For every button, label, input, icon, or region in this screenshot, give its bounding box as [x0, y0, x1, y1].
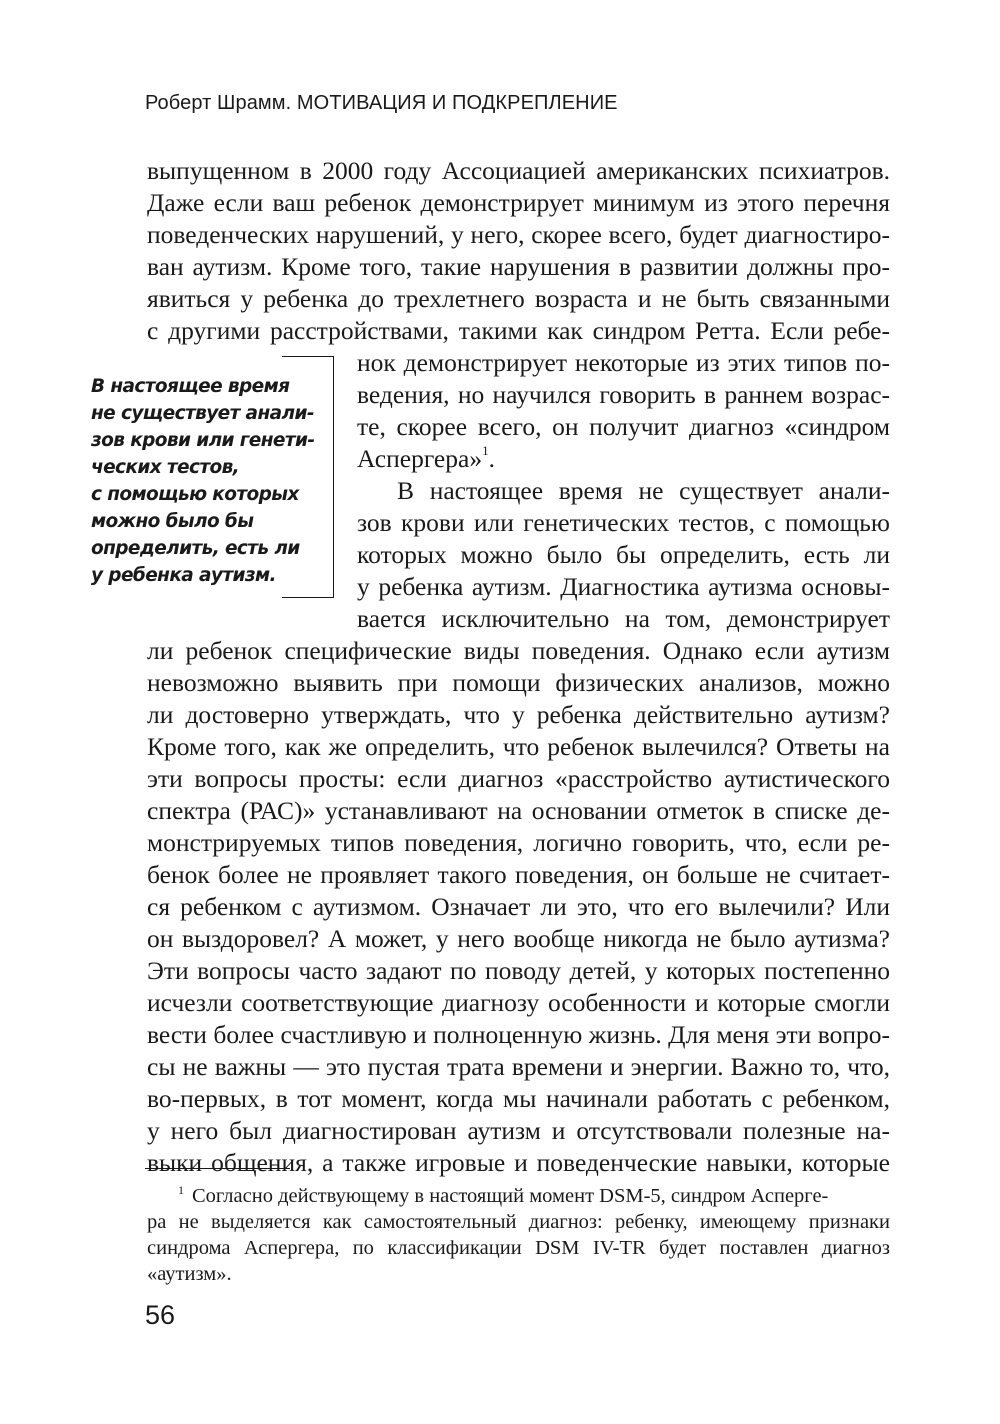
body-line: Даже если ваш ребенок демонстрирует минимум из этого перечня: [147, 188, 890, 217]
body-line-text: Аспергера»: [357, 444, 483, 473]
body-line: ли достоверно утверждать, что у ребенка действительно аутизм?: [147, 700, 890, 729]
body-line: монстрируемых типов поведения, логично говорить, что, если ре-: [147, 828, 890, 857]
footnote-number: 1: [178, 1183, 184, 1197]
pullquote-line: ческих тестов,: [91, 457, 240, 478]
body-line: он выздоровел? А может, у него вообще никогда не было аутизма?: [147, 924, 890, 953]
footnote-line: синдрома Аспергера, по классификации DSM IV-TR будет поставлен диагноз: [147, 1237, 890, 1259]
pullquote-line: зов крови или генети-: [91, 430, 315, 451]
pullquote-line: определить, есть ли: [91, 538, 300, 559]
pullquote-line: у ребенка аутизм.: [91, 565, 276, 586]
footnote-line: «аутизм».: [147, 1263, 232, 1285]
body-line: те, скорее всего, он получит диагноз «синдром: [357, 412, 890, 441]
body-line: ся ребенком с аутизмом. Означает ли это, что его вылечили? Или: [147, 892, 890, 921]
footnote-line: ра не выделяется как самостоятельный диагноз: ребенку, имеющему признаки: [147, 1211, 890, 1233]
body-line: вается исключительно на том, демонстрирует: [357, 604, 890, 633]
body-line: у ребенка аутизм. Диагностика аутизма основы-: [357, 572, 890, 601]
body-line: эти вопросы просты: если диагноз «расстройство аутистического: [147, 764, 890, 793]
pullquote-bracket: [282, 356, 334, 598]
body-line: ван аутизм. Кроме того, такие нарушения в развитии должны про-: [147, 252, 890, 281]
body-line: нок демонстрирует некоторые из этих типов по-: [357, 348, 890, 377]
body-line: выки общения, а также игровые и поведенческие навыки, которые: [147, 1148, 890, 1177]
page-number: 56: [145, 1300, 176, 1330]
body-line: которых можно было бы определить, есть ли: [357, 540, 890, 569]
pullquote-line: В настоящее время: [91, 376, 290, 397]
body-line: В настоящее время не существует анали-: [397, 476, 890, 505]
body-line: ведения, но научился говорить в раннем возрас-: [357, 380, 890, 409]
footnote-reference: 1: [482, 443, 489, 458]
body-line-period: .: [488, 444, 495, 473]
body-line: спектра (РАС)» устанавливают на основании отметок в списке де-: [147, 796, 890, 825]
footnote-line: [178, 1183, 829, 1207]
body-line: сы не важны — это пустая трата времени и энергии. Важно то, что,: [147, 1052, 890, 1081]
body-line: Кроме того, как же определить, что ребенок вылечился? Ответы на: [147, 732, 890, 761]
body-line: ли ребенок специфические виды поведения. Однако если аутизм: [147, 636, 890, 665]
body-line: во-первых, в тот момент, когда мы начинали работать с ребенком,: [147, 1084, 890, 1113]
body-line: невозможно выявить при помощи физических анализов, можно: [147, 668, 890, 697]
body-line: бенок более не проявляет такого поведения, он больше не считает-: [147, 860, 890, 889]
body-line: Эти вопросы часто задают по поводу детей, у которых постепенно: [147, 956, 890, 985]
pullquote-line: можно было бы: [91, 511, 254, 532]
footnote-text: Согласно действующему в настоящий момент DSM-5, синдром Асперге-: [192, 1185, 829, 1207]
body-line: вести более счастливую и полноценную жизнь. Для меня эти вопро-: [147, 1020, 890, 1049]
pullquote-line: с помощью которых: [91, 484, 299, 505]
body-line: [357, 443, 495, 473]
body-line: зов крови или генетических тестов, с помощью: [357, 508, 890, 537]
body-line: с другими расстройствами, такими как синдром Ретта. Если ребе-: [147, 316, 890, 345]
body-line: у него был диагностирован аутизм и отсутствовали полезные на-: [147, 1116, 890, 1145]
body-line: явиться у ребенка до трехлетнего возраста и не быть связанными: [147, 284, 890, 313]
running-head: Роберт Шрамм. МОТИВАЦИЯ И ПОДКРЕПЛЕНИЕ: [145, 92, 618, 114]
pullquote-line: не существует анали-: [91, 403, 314, 424]
body-line: поведенческих нарушений, у него, скорее всего, будет диагностиро-: [147, 220, 890, 249]
footnote-rule: [145, 1168, 290, 1169]
body-line: исчезли соответствующие диагнозу особенности и которые смогли: [147, 988, 890, 1017]
body-line: выпущенном в 2000 году Ассоциацией американских психиатров.: [147, 156, 890, 185]
